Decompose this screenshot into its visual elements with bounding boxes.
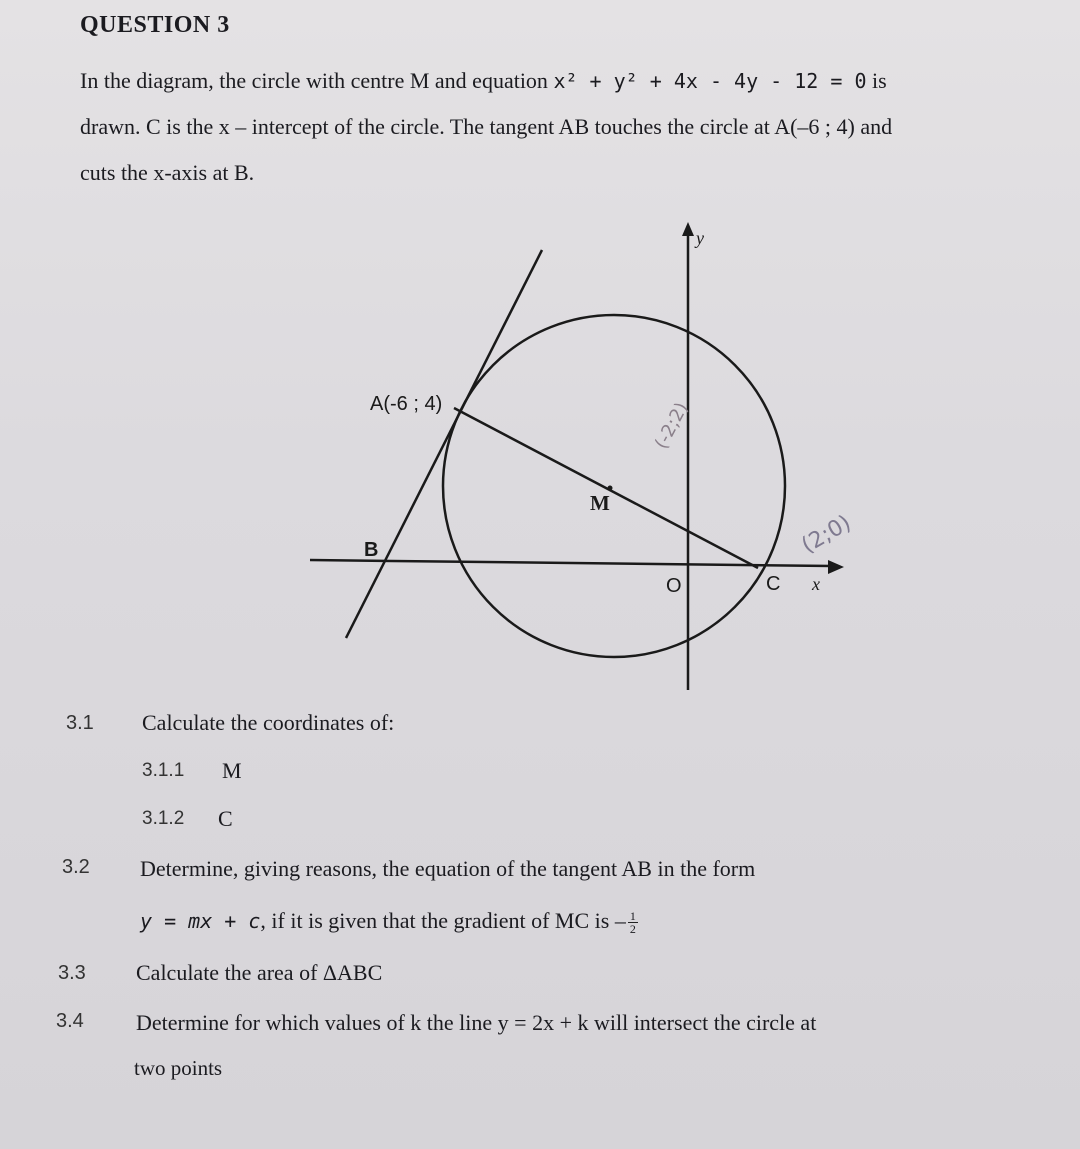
intro-text: In the diagram, the circle with centre M and equation: [80, 68, 554, 93]
label-m: M: [590, 491, 610, 515]
q32-number: 3.2: [62, 856, 90, 878]
handwritten-m-coords: (-2;2): [650, 398, 693, 453]
q34-number: 3.4: [56, 1010, 84, 1032]
q34-text: Determine for which values of k the line y = 2x + k will intersect the circle at: [136, 1010, 817, 1035]
y-axis-arrow: [682, 222, 694, 236]
point-m: [608, 486, 613, 491]
label-a: A(-6 ; 4): [370, 393, 443, 415]
label-y: y: [696, 228, 704, 248]
fraction-half: [628, 910, 638, 935]
q33-number: 3.3: [58, 962, 86, 984]
label-x: x: [812, 574, 820, 594]
intro-line-3: cuts the x-axis at B.: [80, 160, 255, 185]
label-c: C: [766, 573, 781, 595]
q34-text-line2: two points: [134, 1056, 223, 1080]
fraction-numerator: 1: [629, 909, 636, 924]
handwritten-c-coords: (2;0): [797, 510, 856, 559]
q311-text: M: [222, 758, 242, 783]
line-ac: [454, 408, 758, 568]
q312-number: 3.1.2: [142, 808, 185, 829]
circle-diagram: [300, 212, 860, 702]
intro-text-end: is: [866, 68, 887, 93]
fraction-denominator: 2: [629, 922, 636, 937]
q33-text: Calculate the area of ΔABC: [136, 960, 383, 985]
q32-gradient-text: , if it is given that the gradient of MC is –: [260, 908, 626, 933]
q31-number: 3.1: [66, 712, 94, 734]
q32-text: Determine, giving reasons, the equation of the tangent AB in the form: [140, 856, 756, 881]
q311-number: 3.1.1: [142, 760, 185, 781]
question-intro: [80, 58, 1060, 196]
circle: [443, 315, 785, 657]
label-b: B: [364, 539, 379, 561]
question-heading: QUESTION 3: [80, 12, 230, 38]
intro-line-1: [80, 58, 1060, 104]
tangent-ab: [346, 250, 542, 638]
q312-text: C: [218, 806, 233, 831]
label-o: O: [666, 575, 682, 597]
diagram-svg: [300, 212, 860, 702]
circle-equation: x² + y² + 4x - 4y - 12 = 0: [553, 69, 867, 93]
q32-text-line2: [140, 908, 638, 935]
intro-line-2: drawn. C is the x – intercept of the circle. The tangent AB touches the circle at A(–6 ; 4) and: [80, 114, 893, 139]
x-axis-arrow: [828, 560, 844, 574]
tangent-form: y = mx + c: [140, 909, 261, 933]
q31-text: Calculate the coordinates of:: [142, 710, 395, 735]
